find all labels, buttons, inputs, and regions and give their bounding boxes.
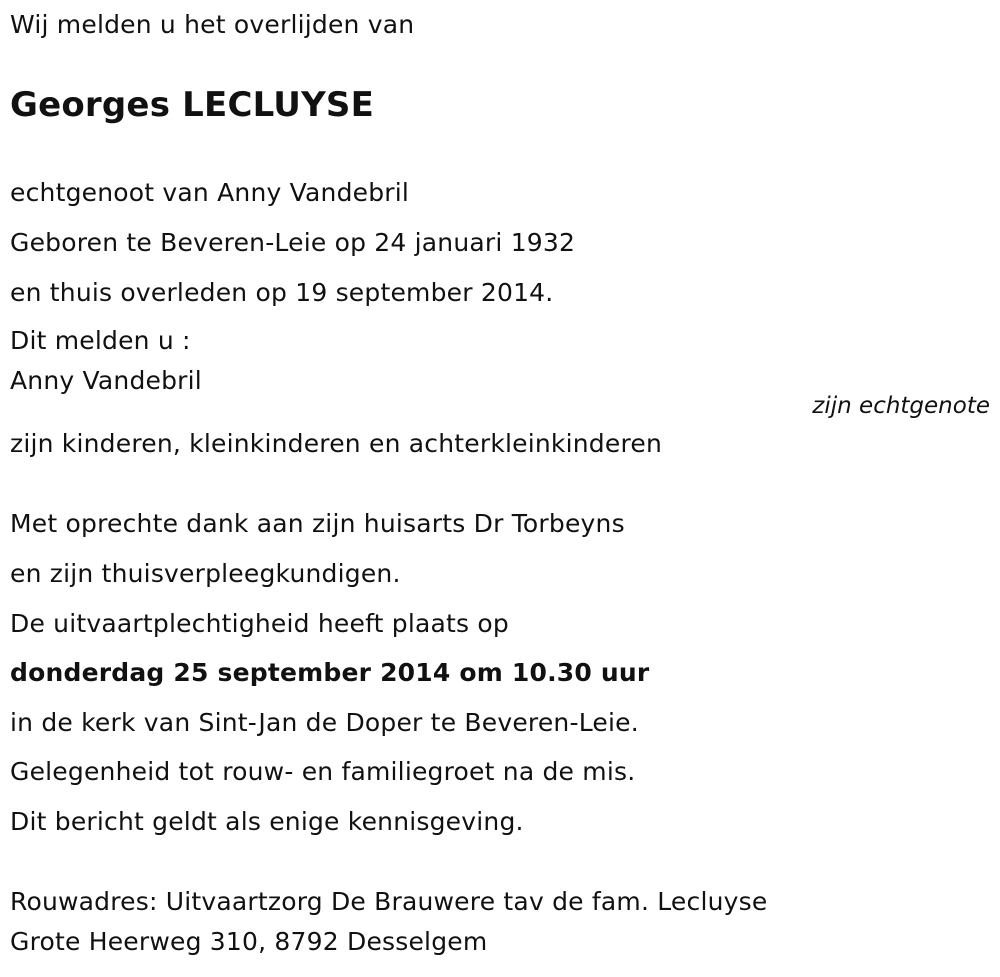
family-line: zijn kinderen, kleinkinderen en achterkleinkinderen <box>10 429 662 458</box>
spouse-line: echtgenoot van Anny Vandebril <box>10 178 410 207</box>
deceased-name: Georges LECLUYSE <box>10 85 375 125</box>
mourner-relation: zijn echtgenote <box>812 393 990 419</box>
thanks-line-2: en zijn thuisverpleegkundigen. <box>10 559 401 588</box>
died-line: en thuis overleden op 19 september 2014. <box>10 278 554 307</box>
mourner-name: Anny Vandebril <box>10 366 202 395</box>
address-line-2: Grote Heerweg 310, 8792 Desselgem <box>10 927 488 956</box>
thanks-line-1: Met oprechte dank aan zijn huisarts Dr Torbeyns <box>10 509 625 538</box>
condolence-line: Gelegenheid tot rouw- en familiegroet na de mis. <box>10 757 636 786</box>
announced-by: Dit melden u : <box>10 326 191 355</box>
funeral-datetime: donderdag 25 september 2014 om 10.30 uur <box>10 658 650 687</box>
intro-text: Wij melden u het overlijden van <box>10 10 415 39</box>
address-line-1: Rouwadres: Uitvaartzorg De Brauwere tav de fam. Lecluyse <box>10 887 768 916</box>
funeral-location: in de kerk van Sint-Jan de Doper te Beveren-Leie. <box>10 708 639 737</box>
born-line: Geboren te Beveren-Leie op 24 januari 1932 <box>10 228 576 257</box>
notice-line: Dit bericht geldt als enige kennisgeving. <box>10 807 524 836</box>
funeral-intro: De uitvaartplechtigheid heeft plaats op <box>10 609 509 638</box>
